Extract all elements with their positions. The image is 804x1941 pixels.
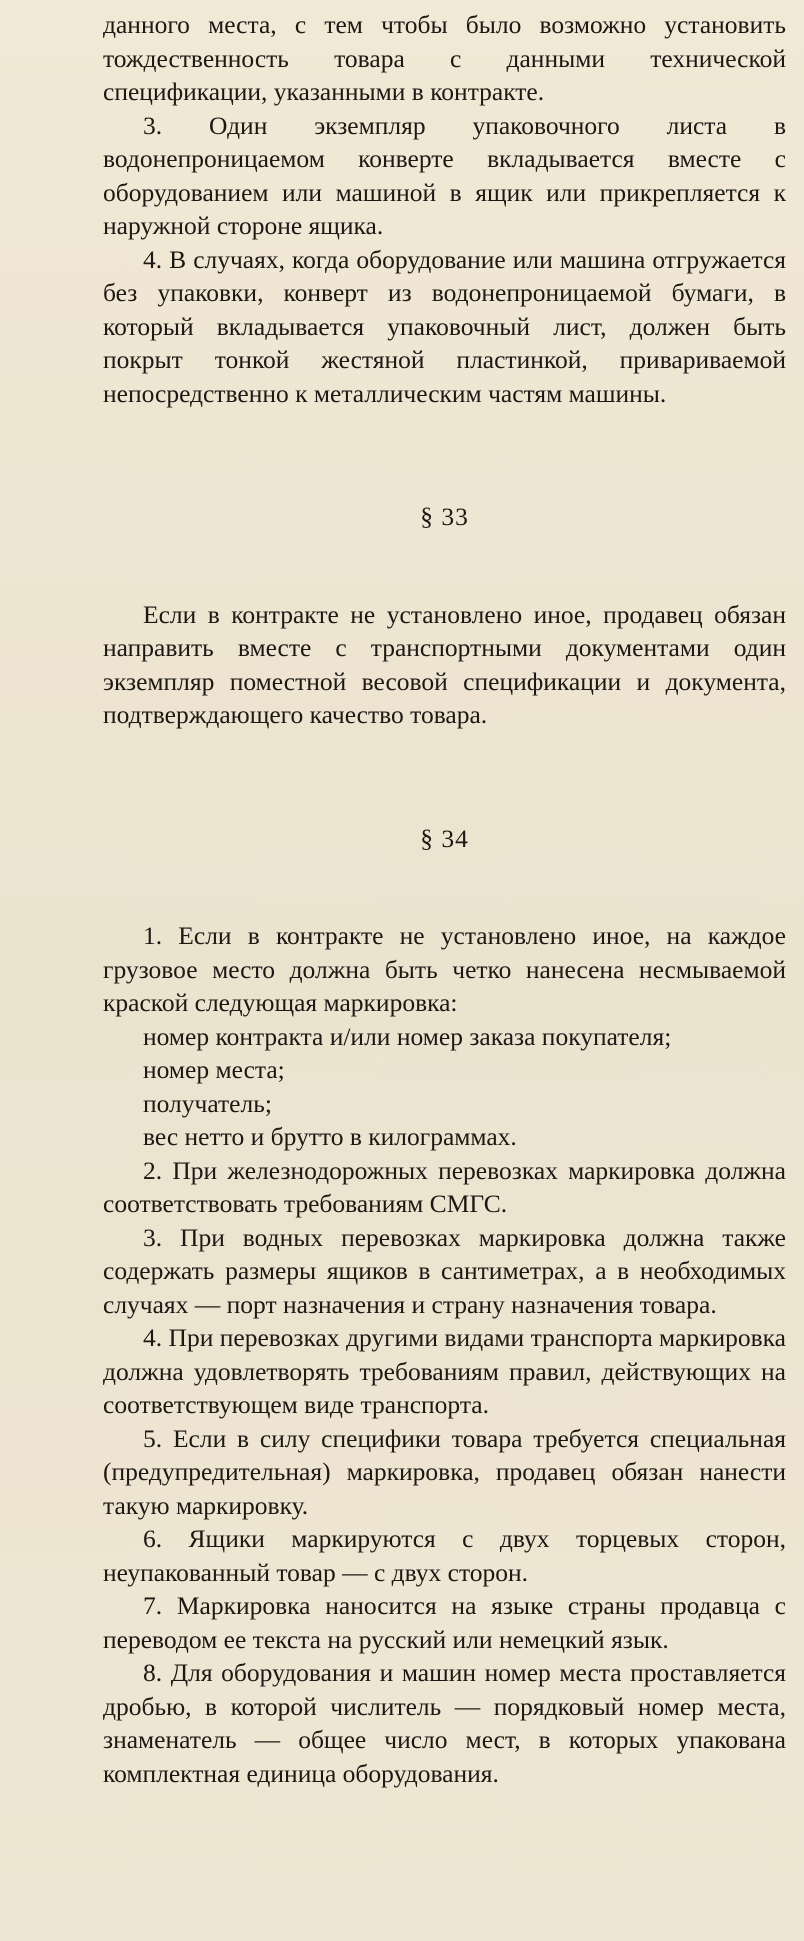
- section-34-item-8: 8. Для оборудования и машин номер места проставляется дробью, в которой числитель — порядковый номер места, знаменатель — общее число мест, в которых упакована комплектная единица оборудования.: [103, 1658, 786, 1788]
- section-34-item-4: 4. При перевозках другими видами транспорта маркировка должна удовлетворять требованиям правил, действующих на соответствующем виде транспорта.: [103, 1323, 786, 1419]
- section-34-item-2: 2. При железнодорожных перевозках маркировка должна соответствовать требованиям СМГС.: [103, 1155, 786, 1218]
- marking-list-item: вес нетто и брутто в килограммах.: [143, 1122, 517, 1151]
- section-34-heading: § 34: [420, 823, 469, 853]
- paragraph-item-3: 3. Один экземпляр упаковочного листа в водонепроницаемом конверте вкладывается вместе с оборудованием или машиной в ящик или прикрепляется к наружной стороне ящика.: [103, 110, 786, 240]
- paragraph-continuation: данного места, с тем чтобы было возможно установить тождественность товара с данными технической спецификации, указанными в контракте.: [103, 10, 786, 106]
- section-33-heading: § 33: [420, 502, 469, 531]
- marking-list-item: номер места;: [143, 1055, 285, 1084]
- section-34-item-1: 1. Если в контракте не установлено иное, на каждое грузовое место должна быть четко нанесена несмываемой краской следующая маркировка:: [103, 921, 786, 1017]
- section-33-text: Если в контракте не установлено иное, продавец обязан направить вместе с транспортными документами один экземпляр поместной весовой спецификации и документа, подтверждающего качество товара.: [103, 599, 786, 729]
- section-34-item-6: 6. Ящики маркируются с двух торцевых сторон, неупакованный товар — с двух сторон.: [103, 1524, 786, 1587]
- marking-list-item: получатель;: [143, 1088, 272, 1118]
- section-34-item-5: 5. Если в силу специфики товара требуется специальная (предупредительная) маркировка, продавец обязан нанести такую маркировку.: [103, 1423, 786, 1520]
- section-34-item-7: 7. Маркировка наносится на языке страны продавца с переводом ее текста на русский или немецкий язык.: [103, 1591, 786, 1654]
- section-34-item-3: 3. При водных перевозках маркировка должна также содержать размеры ящиков в сантиметрах, а в необходимых случаях — порт назначения и страну назначения товара.: [103, 1222, 786, 1319]
- paragraph-item-4: 4. В случаях, когда оборудование или машина отгружается без упаковки, конверт из водонепроницаемой бумаги, в который вкладывается упаковочный лист, должен быть покрыт тонкой жестяной пластинкой, привариваемой непосредственно к металлическим частям машины.: [103, 244, 786, 408]
- document-body: [103, 8, 786, 1790]
- marking-list-item: номер контракта и/или номер заказа покупателя;: [143, 1021, 672, 1051]
